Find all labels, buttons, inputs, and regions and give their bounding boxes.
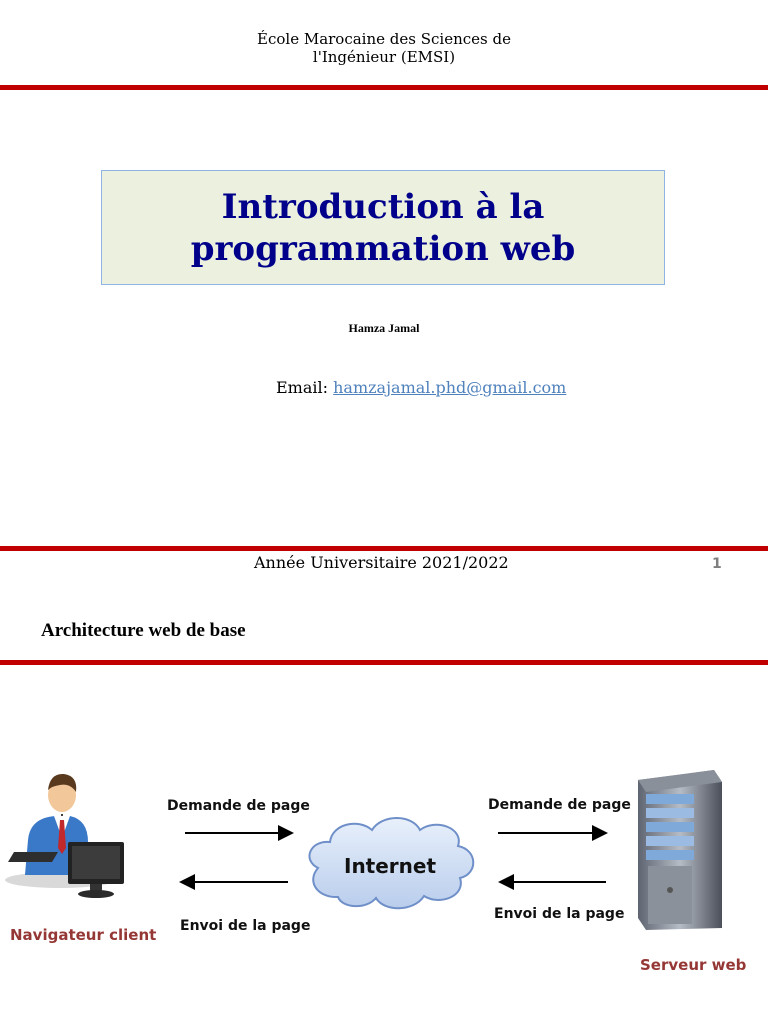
section-divider [0,660,768,665]
academic-year: Année Universitaire 2021/2022 [254,553,509,572]
email-line [276,378,566,397]
right-request-label: Demande de page [488,797,631,813]
server-icon [628,768,750,930]
client-user-icon [5,774,124,898]
right-response-label: Envoi de la page [494,906,625,922]
email-link[interactable]: hamzajamal.phd@gmail.com [333,378,567,397]
page-number: 1 [712,556,722,572]
section-title: Architecture web de base [41,620,246,641]
presentation-title: Introduction à la programmation web [190,186,576,269]
left-response-label: Envoi de la page [180,918,311,934]
author-name: Hamza Jamal [348,321,420,335]
left-request-label: Demande de page [167,798,310,814]
school-name: École Marocaine des Sciences de l'Ingénieur (EMSI) [257,30,511,66]
footer-divider [0,546,768,551]
title-box [101,170,665,285]
email-label: Email: [276,378,334,397]
server-label: Serveur web [640,956,747,974]
internet-label: Internet [344,854,437,878]
header-divider [0,85,768,90]
client-label: Navigateur client [10,926,157,944]
